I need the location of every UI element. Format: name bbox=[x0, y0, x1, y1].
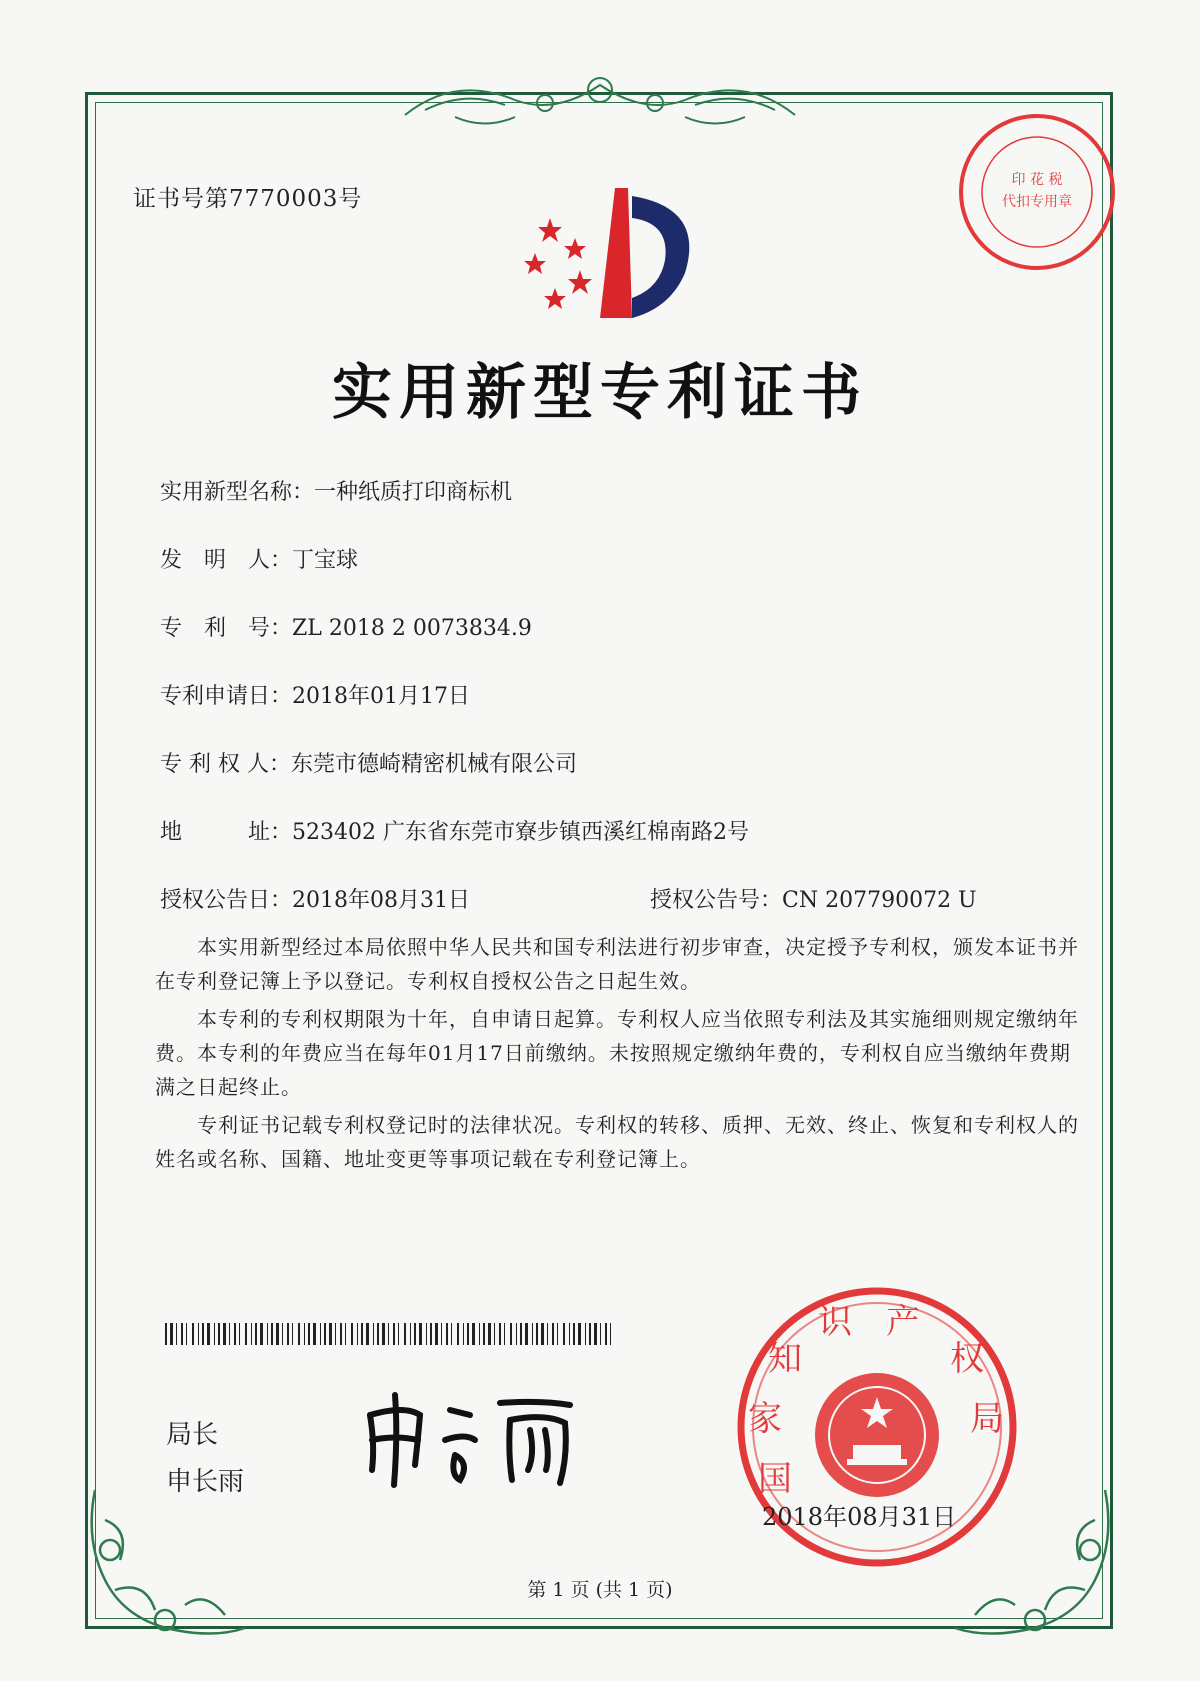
svg-text:知: 知 bbox=[768, 1339, 802, 1379]
patentee-row bbox=[160, 747, 577, 778]
inventor-label: 发 明 人： bbox=[160, 548, 293, 573]
bottom-left-ornament bbox=[75, 1480, 255, 1650]
paragraph-term: 本专利的专利权期限为十年，自申请日起算。专利权人应当依照专利法及其实施细则规定缴纳年费。本专利的年费应当在每年01月17日前缴纳。未按照规定缴纳年费的，专利权自应当缴纳年费期满之日起终止。 bbox=[155, 1007, 1079, 1099]
announce-number-row bbox=[650, 883, 977, 914]
certificate-number: 证书号第7770003号 bbox=[133, 186, 363, 212]
announce-date-row bbox=[160, 883, 470, 914]
seal-date: 2018年08月31日 bbox=[762, 1503, 957, 1531]
tax-stamp-seal-icon bbox=[955, 110, 1120, 275]
patentee-label: 专 利 权 人： bbox=[160, 752, 291, 777]
signatory-name: 申长雨 bbox=[166, 1467, 245, 1497]
barcode bbox=[165, 1323, 615, 1345]
filing-date-label: 专利申请日： bbox=[160, 684, 293, 709]
paragraph-grant: 本实用新型经过本局依照中华人民共和国专利法进行初步审查，决定授予专利权，颁发本证书并在专利登记簿上予以登记。专利权自授权公告之日起生效。 bbox=[155, 935, 1079, 993]
announce-date-label: 授权公告日： bbox=[160, 888, 293, 913]
svg-text:印 花 税: 印 花 税 bbox=[1011, 172, 1063, 188]
svg-text:权: 权 bbox=[950, 1339, 984, 1379]
page-number: 第 1 页 (共 1 页) bbox=[527, 1579, 673, 1601]
announce-date-value: 2018年08月31日 bbox=[292, 888, 470, 913]
page-title: 实用新型专利证书 bbox=[332, 358, 868, 428]
handwritten-signature bbox=[360, 1385, 590, 1490]
address-label: 地 址： bbox=[160, 820, 293, 845]
patent-number-label: 专 利 号： bbox=[160, 616, 293, 641]
inventor-value: 丁宝球 bbox=[292, 548, 359, 573]
filing-date-value: 2018年01月17日 bbox=[292, 684, 470, 709]
paragraph-legal-status: 专利证书记载专利权登记时的法律状况。专利权的转移、质押、无效、终止、恢复和专利权人的姓名或名称、国籍、地址变更等事项记载在专利登记簿上。 bbox=[155, 1113, 1079, 1171]
patent-office-emblem-icon bbox=[520, 178, 705, 328]
svg-text:识: 识 bbox=[818, 1302, 852, 1342]
patentee-value: 东莞市德崎精密机械有限公司 bbox=[290, 752, 577, 777]
patent-number-value: ZL 2018 2 0073834.9 bbox=[292, 616, 532, 641]
filing-date-row bbox=[160, 679, 470, 710]
svg-text:代扣专用章: 代扣专用章 bbox=[1002, 194, 1072, 210]
top-ornament bbox=[395, 55, 805, 135]
svg-text:家: 家 bbox=[748, 1399, 782, 1439]
svg-text:局: 局 bbox=[970, 1399, 1004, 1439]
address-value: 523402 广东省东莞市寮步镇西溪红棉南路2号 bbox=[292, 820, 749, 845]
utility-model-name-row bbox=[160, 475, 512, 506]
address-row bbox=[160, 815, 749, 846]
announce-number-value: CN 207790072 U bbox=[782, 888, 977, 913]
name-label: 实用新型名称： bbox=[160, 480, 315, 505]
signatory-role: 局长 bbox=[166, 1420, 219, 1450]
svg-text:产: 产 bbox=[886, 1302, 920, 1342]
patent-number-row bbox=[160, 611, 532, 642]
svg-text:国: 国 bbox=[758, 1459, 792, 1499]
name-value: 一种纸质打印商标机 bbox=[314, 480, 513, 505]
announce-number-label: 授权公告号： bbox=[650, 888, 783, 913]
inventor-row bbox=[160, 543, 358, 574]
